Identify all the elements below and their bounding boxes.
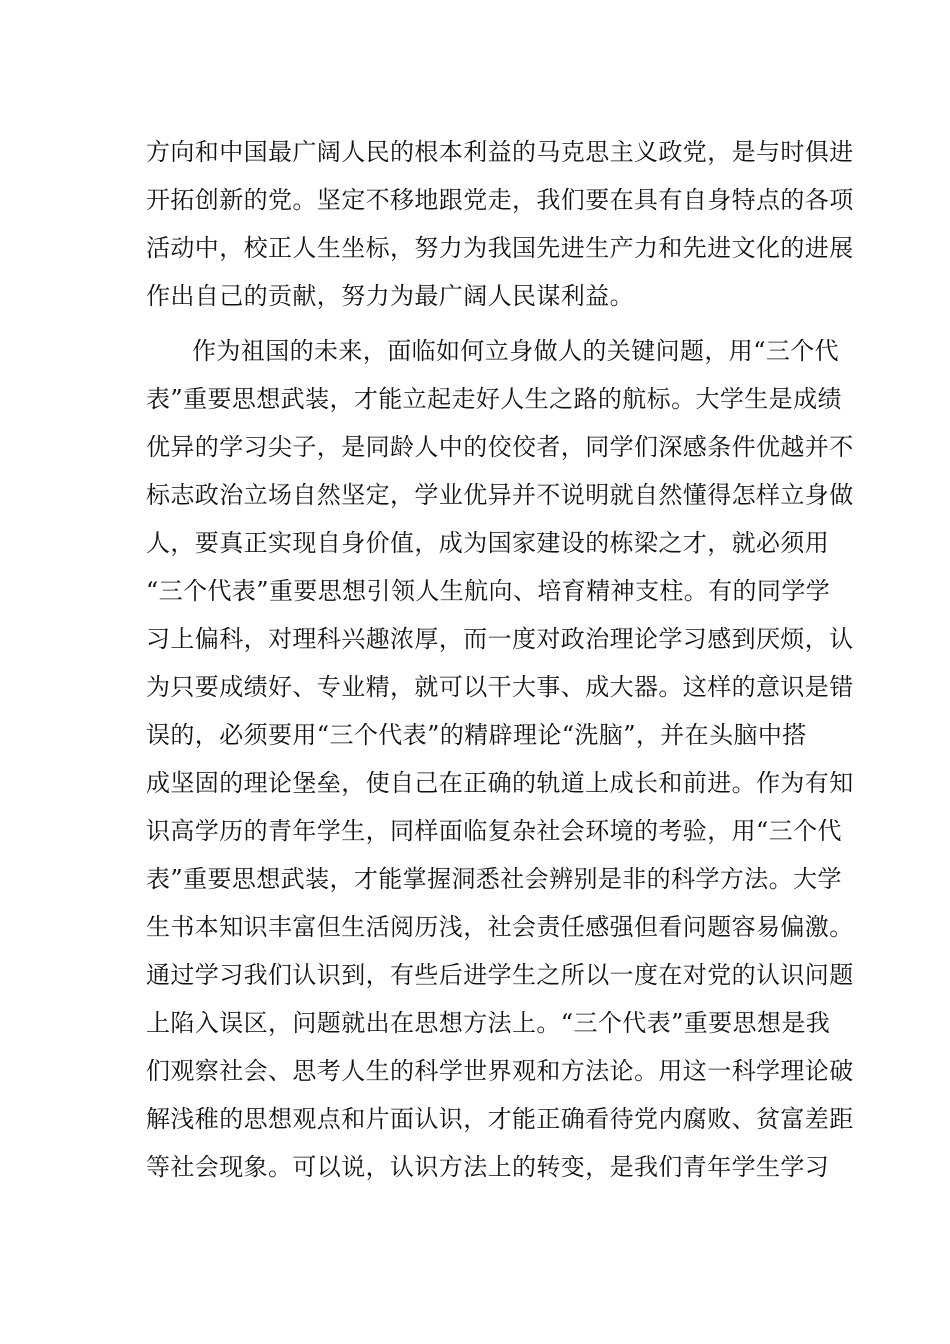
text-line: 解浅稚的思想观点和片面认识，才能正确看待党内腐败、贫富差距 [146, 1105, 854, 1133]
text-line: 活动中，校正人生坐标，努力为我国先进生产力和先进文化的进展 [146, 234, 854, 262]
text-line: 优异的学习尖子，是同龄人中的佼佼者，同学们深感条件优越并不 [146, 433, 854, 461]
text-line: 表”重要思想武装，才能掌握洞悉社会辨别是非的科学方法。大学 [146, 865, 842, 893]
text-line: 表”重要思想武装，才能立起走好人生之路的航标。大学生是成绩 [146, 385, 842, 413]
text-line: 误的，必须要用“三个代表”的精辟理论“洗脑”，并在头脑中搭 [146, 721, 807, 749]
text-line: 为只要成绩好、专业精，就可以干大事、成大器。这样的意识是错 [146, 673, 854, 701]
text-line: 等社会现象。可以说，认识方法上的转变，是我们青年学生学习 [146, 1153, 830, 1181]
text-line: 作出自己的贡献，努力为最广阔人民谋利益。 [146, 282, 634, 310]
text-line: 识高学历的青年学生，同样面临复杂社会环境的考验，用“三个代 [146, 817, 842, 845]
text-line: 通过学习我们认识到，有些后进学生之所以一度在对党的认识问题 [146, 961, 854, 989]
document-body [146, 128, 854, 1191]
text-line: “三个代表”重要思想引领人生航向、培育精神支柱。有的同学学 [146, 577, 831, 605]
text-line: 生书本知识丰富但生活阅历浅，社会责任感强但看问题容易偏激。 [146, 913, 854, 941]
text-line: 习上偏科，对理科兴趣浓厚，而一度对政治理论学习感到厌烦，认 [146, 625, 854, 653]
text-line: 作为祖国的未来，面临如何立身做人的关键问题，用“三个代 [192, 337, 840, 365]
text-line: 方向和中国最广阔人民的根本利益的马克思主义政党，是与时俱进 [146, 138, 854, 166]
paragraph-2 [146, 327, 854, 1191]
text-line: 上陷入误区，问题就出在思想方法上。“三个代表”重要思想是我 [146, 1009, 831, 1037]
text-line: 人，要真正实现自身价值，成为国家建设的栋梁之才，就必须用 [146, 529, 830, 557]
text-line: 标志政治立场自然坚定，学业优异并不说明就自然懂得怎样立身做 [146, 481, 854, 509]
paragraph-1 [146, 128, 854, 320]
text-line: 成坚固的理论堡垒，使自己在正确的轨道上成长和前进。作为有知 [146, 769, 854, 797]
text-line: 们观察社会、思考人生的科学世界观和方法论。用这一科学理论破 [146, 1057, 854, 1085]
text-line: 开拓创新的党。坚定不移地跟党走，我们要在具有自身特点的各项 [146, 186, 854, 214]
